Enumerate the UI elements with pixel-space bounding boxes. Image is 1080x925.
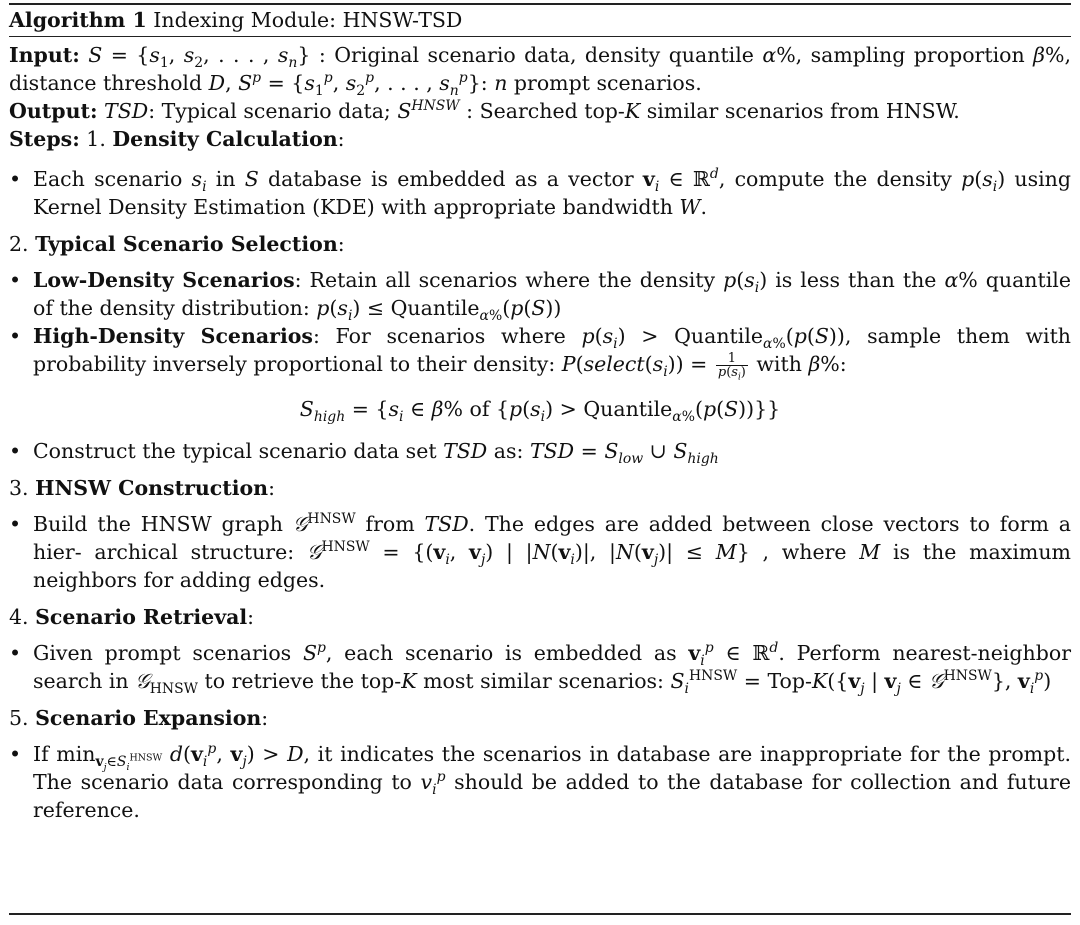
output-line: Output: TSD: Typical scenario data; $S^{HNSW}$ : Searched top-K similar scenarios from HNSW. (9, 98, 960, 123)
high-density-label: High-Density Scenarios (33, 324, 313, 348)
step-4-heading: 4. Scenario Retrieval: (9, 605, 255, 629)
inverse-density-fraction: $\frac{1}{p(s_i)}$ (717, 351, 746, 383)
expansion-bullet: • If $\min_{v_j\in S_i^{HNSW}} d(v_i^p$, $v_j) > D$, it indicates the scenarios in database are inappropriate for the prompt. The scenario data corresponding to $v_i^p$ should be added to the database for collection and future reference. (9, 741, 1071, 822)
output-label: Output: (9, 99, 98, 123)
algorithm-header (9, 6, 462, 34)
high-density-bullet: • High-Density Scenarios: For scenarios where $p(s_i)$ > Quantile$_{\alpha\%}$(p(S)), sample them with probability inversely proportional to their density: $P(select(s_i))$ = $\frac{1}{p(s_i)}$ with β%: (9, 324, 1072, 383)
step-2-heading: 2. Typical Scenario Selection: (9, 232, 345, 256)
high-density-equation: $S_{high} = \{s_i$ ∈ β% of {$p(s_i)$ > Quantile$_{\alpha\%}$(p(S))}} (299, 397, 781, 426)
construction-bullet: • Build the HNSW graph 𝒢$^{HNSW}$ from TSD. The edges are added between close vectors to form a hier- archical structure: 𝒢$^{HNSW}$ = {($v_i$, $v_j$) | $|N(v_i)|$, $|N(v_j)| \le M$} , where M is the maximum neighbors for adding edges. (9, 511, 1072, 592)
step-1-heading: Steps: 1. Density Calculation: (9, 127, 345, 151)
construct-tsd-bullet: • Construct the typical scenario data set TSD as: TSD = $S_{low}$ ∪ $S_{high}$ (9, 439, 719, 468)
low-density-label: Low-Density Scenarios (33, 268, 295, 292)
step-4-title: Scenario Retrieval (35, 605, 248, 629)
algorithm-body (9, 41, 1071, 824)
low-density-bullet: • Low-Density Scenarios: Retain all scenarios where the density $p(s_i)$ is less than the α% quantile of the density distribution: $p(s_i)$ ≤ Quantile$_{\alpha\%}$(p(S)) (9, 268, 1071, 325)
header-rule (9, 36, 1071, 37)
algorithm-label: Algorithm 1 (9, 8, 147, 32)
top-rule (9, 3, 1071, 5)
step-1-title: Density Calculation (112, 127, 338, 151)
density-bullet: • Each scenario $s_i$ in S database is embedded as a vector $v_i$ ∈ ℝ$^d$, compute the density $p(s_i)$ using Kernel Density Estimation (KDE) with appropriate bandwidth W. (9, 166, 1072, 219)
algorithm-title: Indexing Module: HNSW-TSD (153, 8, 463, 32)
retrieval-bullet: • Given prompt scenarios $S^p$, each scenario is embedded as $v_i^p$ ∈ ℝ$^d$. Perform nearest-neighbor search in 𝒢$_{HNSW}$ to retrieve the top-K most similar scenarios: $S_i^{HNSW} = Top-K(\{v_j$ | $v_j$ ∈ 𝒢$^{HNSW}$}, $v_i^p$) (9, 640, 1071, 698)
step-3-heading: 3. HNSW Construction: (9, 476, 276, 500)
input-label: Input: (9, 43, 80, 67)
step-5-title: Scenario Expansion (35, 706, 262, 730)
steps-label: Steps: (9, 127, 80, 151)
bottom-rule (9, 913, 1071, 915)
step-2-title: Typical Scenario Selection (35, 232, 338, 256)
step-5-heading: 5. Scenario Expansion: (9, 706, 269, 730)
input-line: Input: $S = \{s_1$, $s_2$, . . . , $s_n$} : Original scenario data, density quantile α%, sampling proportion β%, distance threshold D, $S^p = \{s_1^p$, $s_2^p$, . . . , $s_n^p$}: n prompt scenarios. (9, 43, 1071, 100)
step-3-title: HNSW Construction (35, 476, 269, 500)
